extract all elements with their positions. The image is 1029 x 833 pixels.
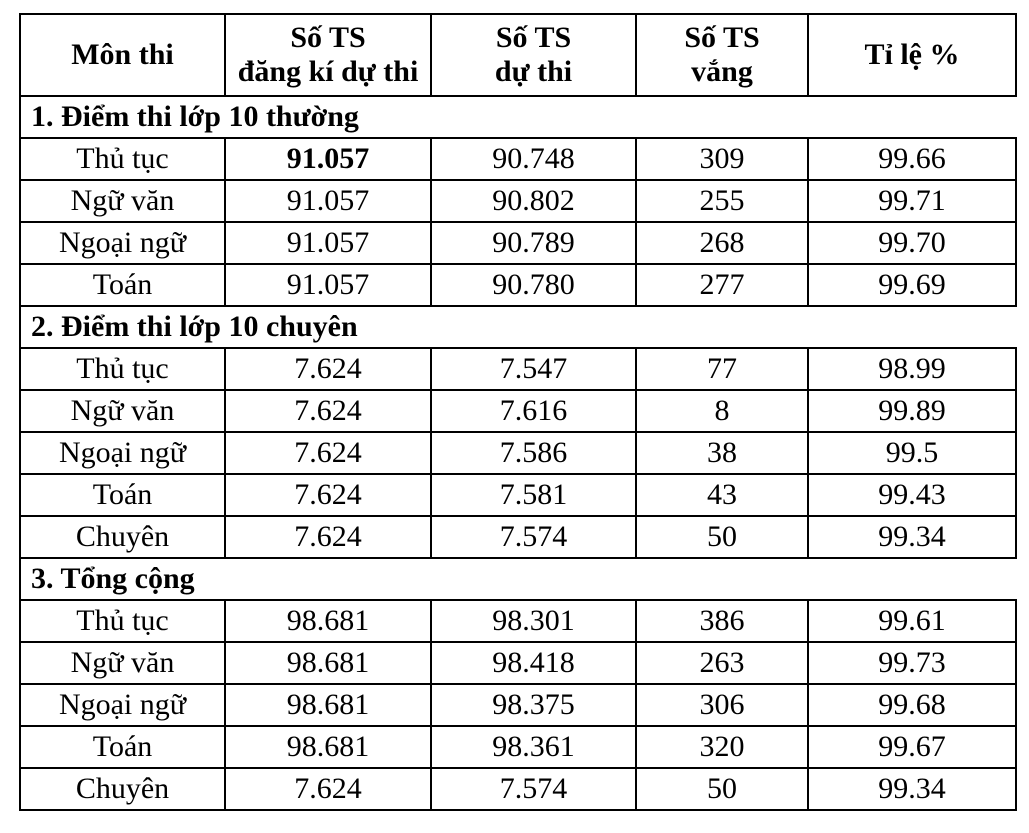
header-absent-line: vắng [691, 55, 753, 88]
rate-cell: 99.68 [808, 684, 1016, 726]
table-row [20, 516, 1016, 558]
absent-cell: 277 [636, 264, 808, 306]
rate-cell: 99.70 [808, 222, 1016, 264]
table-row [20, 180, 1016, 222]
registered-cell: 91.057 [225, 138, 431, 180]
registered-cell: 98.681 [225, 726, 431, 768]
section-title: 1. Điểm thi lớp 10 thường [20, 96, 1016, 138]
rate-cell: 99.69 [808, 264, 1016, 306]
rate-cell: 99.67 [808, 726, 1016, 768]
table-row [20, 768, 1016, 810]
rate-cell: 99.34 [808, 516, 1016, 558]
subject-cell: Thủ tục [20, 600, 225, 642]
attended-cell: 7.616 [431, 390, 636, 432]
subject-cell: Ngữ văn [20, 180, 225, 222]
table-row [20, 642, 1016, 684]
subject-cell: Ngữ văn [20, 642, 225, 684]
absent-cell: 320 [636, 726, 808, 768]
attended-cell: 98.361 [431, 726, 636, 768]
attended-cell: 7.547 [431, 348, 636, 390]
table-row [20, 348, 1016, 390]
absent-cell: 306 [636, 684, 808, 726]
header-attended [431, 14, 636, 96]
registered-cell: 7.624 [225, 432, 431, 474]
subject-cell: Ngoại ngữ [20, 222, 225, 264]
rate-cell: 99.73 [808, 642, 1016, 684]
subject-cell: Thủ tục [20, 348, 225, 390]
attended-cell: 7.574 [431, 516, 636, 558]
subject-cell: Toán [20, 264, 225, 306]
subject-cell: Ngoại ngữ [20, 432, 225, 474]
absent-cell: 38 [636, 432, 808, 474]
absent-cell: 43 [636, 474, 808, 516]
rate-cell: 99.5 [808, 432, 1016, 474]
section-row [20, 558, 1016, 600]
table-row [20, 390, 1016, 432]
subject-cell: Toán [20, 726, 225, 768]
table-row [20, 726, 1016, 768]
registered-cell: 91.057 [225, 180, 431, 222]
header-registered-line: Số TS [290, 21, 366, 54]
header-attended-line: dự thi [494, 55, 573, 88]
rate-cell: 98.99 [808, 348, 1016, 390]
exam-statistics-table [19, 13, 1017, 811]
absent-cell: 50 [636, 516, 808, 558]
subject-cell: Toán [20, 474, 225, 516]
absent-cell: 50 [636, 768, 808, 810]
absent-cell: 268 [636, 222, 808, 264]
subject-cell: Thủ tục [20, 138, 225, 180]
attended-cell: 90.780 [431, 264, 636, 306]
table-row [20, 684, 1016, 726]
header-attended-line: Số TS [495, 21, 572, 54]
attended-cell: 90.802 [431, 180, 636, 222]
table-row [20, 474, 1016, 516]
header-registered-line: đăng kí dự thi [237, 55, 419, 88]
rate-cell: 99.61 [808, 600, 1016, 642]
header-absent [636, 14, 808, 96]
attended-cell: 98.301 [431, 600, 636, 642]
registered-cell: 7.624 [225, 768, 431, 810]
section-row [20, 96, 1016, 138]
absent-cell: 8 [636, 390, 808, 432]
absent-cell: 77 [636, 348, 808, 390]
attended-cell: 7.581 [431, 474, 636, 516]
rate-cell: 99.66 [808, 138, 1016, 180]
absent-cell: 309 [636, 138, 808, 180]
absent-cell: 263 [636, 642, 808, 684]
attended-cell: 90.789 [431, 222, 636, 264]
header-subject-line: Môn thi [71, 38, 174, 71]
table-row [20, 432, 1016, 474]
rate-cell: 99.71 [808, 180, 1016, 222]
table-row [20, 222, 1016, 264]
absent-cell: 255 [636, 180, 808, 222]
subject-cell: Ngoại ngữ [20, 684, 225, 726]
registered-cell: 98.681 [225, 684, 431, 726]
attended-cell: 98.418 [431, 642, 636, 684]
header-rate-line: Tỉ lệ % [864, 38, 960, 71]
table-header-row [20, 14, 1016, 96]
registered-cell: 7.624 [225, 348, 431, 390]
table-row [20, 600, 1016, 642]
section-title: 3. Tổng cộng [20, 558, 1016, 600]
header-registered [225, 14, 431, 96]
subject-cell: Chuyên [20, 768, 225, 810]
attended-cell: 90.748 [431, 138, 636, 180]
table-body [20, 96, 1016, 810]
header-rate [808, 14, 1016, 96]
rate-cell: 99.34 [808, 768, 1016, 810]
table-row [20, 264, 1016, 306]
header-subject [20, 14, 225, 96]
registered-cell: 98.681 [225, 642, 431, 684]
registered-cell: 7.624 [225, 474, 431, 516]
registered-cell: 7.624 [225, 390, 431, 432]
subject-cell: Chuyên [20, 516, 225, 558]
rate-cell: 99.89 [808, 390, 1016, 432]
absent-cell: 386 [636, 600, 808, 642]
attended-cell: 7.574 [431, 768, 636, 810]
registered-cell: 98.681 [225, 600, 431, 642]
table-row [20, 138, 1016, 180]
section-title: 2. Điểm thi lớp 10 chuyên [20, 306, 1016, 348]
registered-cell: 91.057 [225, 264, 431, 306]
attended-cell: 98.375 [431, 684, 636, 726]
section-row [20, 306, 1016, 348]
attended-cell: 7.586 [431, 432, 636, 474]
rate-cell: 99.43 [808, 474, 1016, 516]
subject-cell: Ngữ văn [20, 390, 225, 432]
registered-cell: 7.624 [225, 516, 431, 558]
registered-cell: 91.057 [225, 222, 431, 264]
header-absent-line: Số TS [684, 21, 760, 54]
